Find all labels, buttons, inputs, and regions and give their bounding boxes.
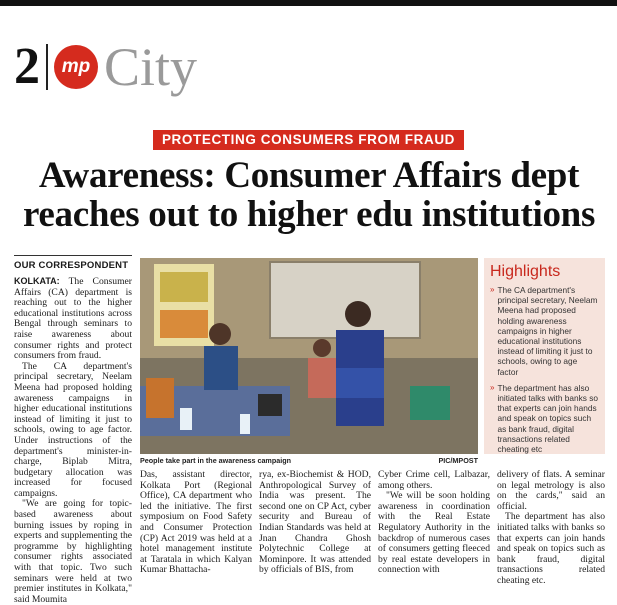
article-paragraph: delivery of flats. A seminar on legal metrology is also on the cards," said an official. <box>497 469 605 512</box>
photo-caption: People take part in the awareness campaign <box>140 456 291 465</box>
headline <box>14 156 604 234</box>
article-paragraph: Das, assistant director, Kolkata Port (Regional Office), CA department who led the initiative. The first symposium on Food Safety and Consumer Protection (CP) Act 2019 was held at a hotel management institute at Taratala in which Kalyan Kumar Bhattacha- <box>140 469 252 576</box>
byline: OUR CORRESPONDENT <box>14 255 132 271</box>
article-paragraph: The CA department's principal secretary, Neelam Meena had proposed holding awareness campaigns in higher educational institutions instead of limiting it just to schools, owing to age factor. Under instructions of the department's minister-in-charge, Biplab Mitra, budgetary allocation was increased for focused campaigns. <box>14 360 132 499</box>
highlight-item: » The department has also initiated talks with banks so that experts can join hands and speak on topics such as bank fraud, digital transactions related cheating etc <box>490 382 598 455</box>
highlights-title: Highlights <box>490 263 561 280</box>
event-photo <box>140 258 478 454</box>
article-column-4 <box>378 470 490 576</box>
article-column-2 <box>140 470 252 576</box>
masthead <box>14 38 197 96</box>
article-paragraph: Cyber Crime cell, Lalbazar, among others. <box>378 469 490 491</box>
highlights-box <box>484 258 605 454</box>
kicker-banner: PROTECTING CONSUMERS FROM FRAUD <box>153 130 464 150</box>
mp-logo: mp <box>54 45 98 89</box>
article-paragraph: "We will be soon holding awareness in coordination with the Real Estate Regulatory Authority in the backdrop of numerous cases of consumers getting fleeced by real estate developers in connection with <box>378 490 490 576</box>
section-title: City <box>104 37 198 97</box>
article-paragraph: rya, ex-Biochemist & HOD, Anthropological Survey of India was present. The second one on CP Act, cyber security and Bureau of Indian Standards was held at Jnan Chandra Ghosh Polytechnic College at Mominpore. It was attended by officials of BIS, from <box>259 469 371 576</box>
article-paragraph: The department has also initiated talks with banks so that experts can join hands and speak on topics such as bank fraud, digital transactions related cheating etc. <box>497 511 605 586</box>
page-number: 2 <box>14 38 40 95</box>
top-rule <box>0 0 617 6</box>
photo-credit: PIC/MPOST <box>438 456 478 465</box>
photo-caption-bar <box>140 456 478 465</box>
headline-line-2: reaches out to higher edu institutions <box>22 194 596 235</box>
article-paragraph: "We are going for topic-based awareness about burning issues by roping in experts and supplementing the programme by highlighting consumer rights associated with that topic. Two such seminars were held at two premier institutes in Kolkata," said Moumita <box>14 498 132 605</box>
bullet-icon: » <box>490 285 495 294</box>
headline-line-1: Awareness: Consumer Affairs dept <box>38 155 580 196</box>
masthead-divider <box>46 44 48 90</box>
article-column-5 <box>497 470 605 587</box>
article-column-3 <box>259 470 371 576</box>
article-column-1 <box>14 276 132 605</box>
dateline: KOLKATA: <box>14 276 60 286</box>
highlight-item: » The CA department's principal secretary, Neelam Meena had proposed holding awareness campaigns in higher educational institutions instead of limiting it just to schools, owing to age factor <box>490 285 598 377</box>
bullet-icon: » <box>490 382 495 392</box>
article-paragraph: KOLKATA: The Consumer Affairs (CA) department is reaching out to the higher educational institutions across Bengal through seminars to raise awareness about consumer rights and protect consumers from fraud. <box>14 276 132 362</box>
